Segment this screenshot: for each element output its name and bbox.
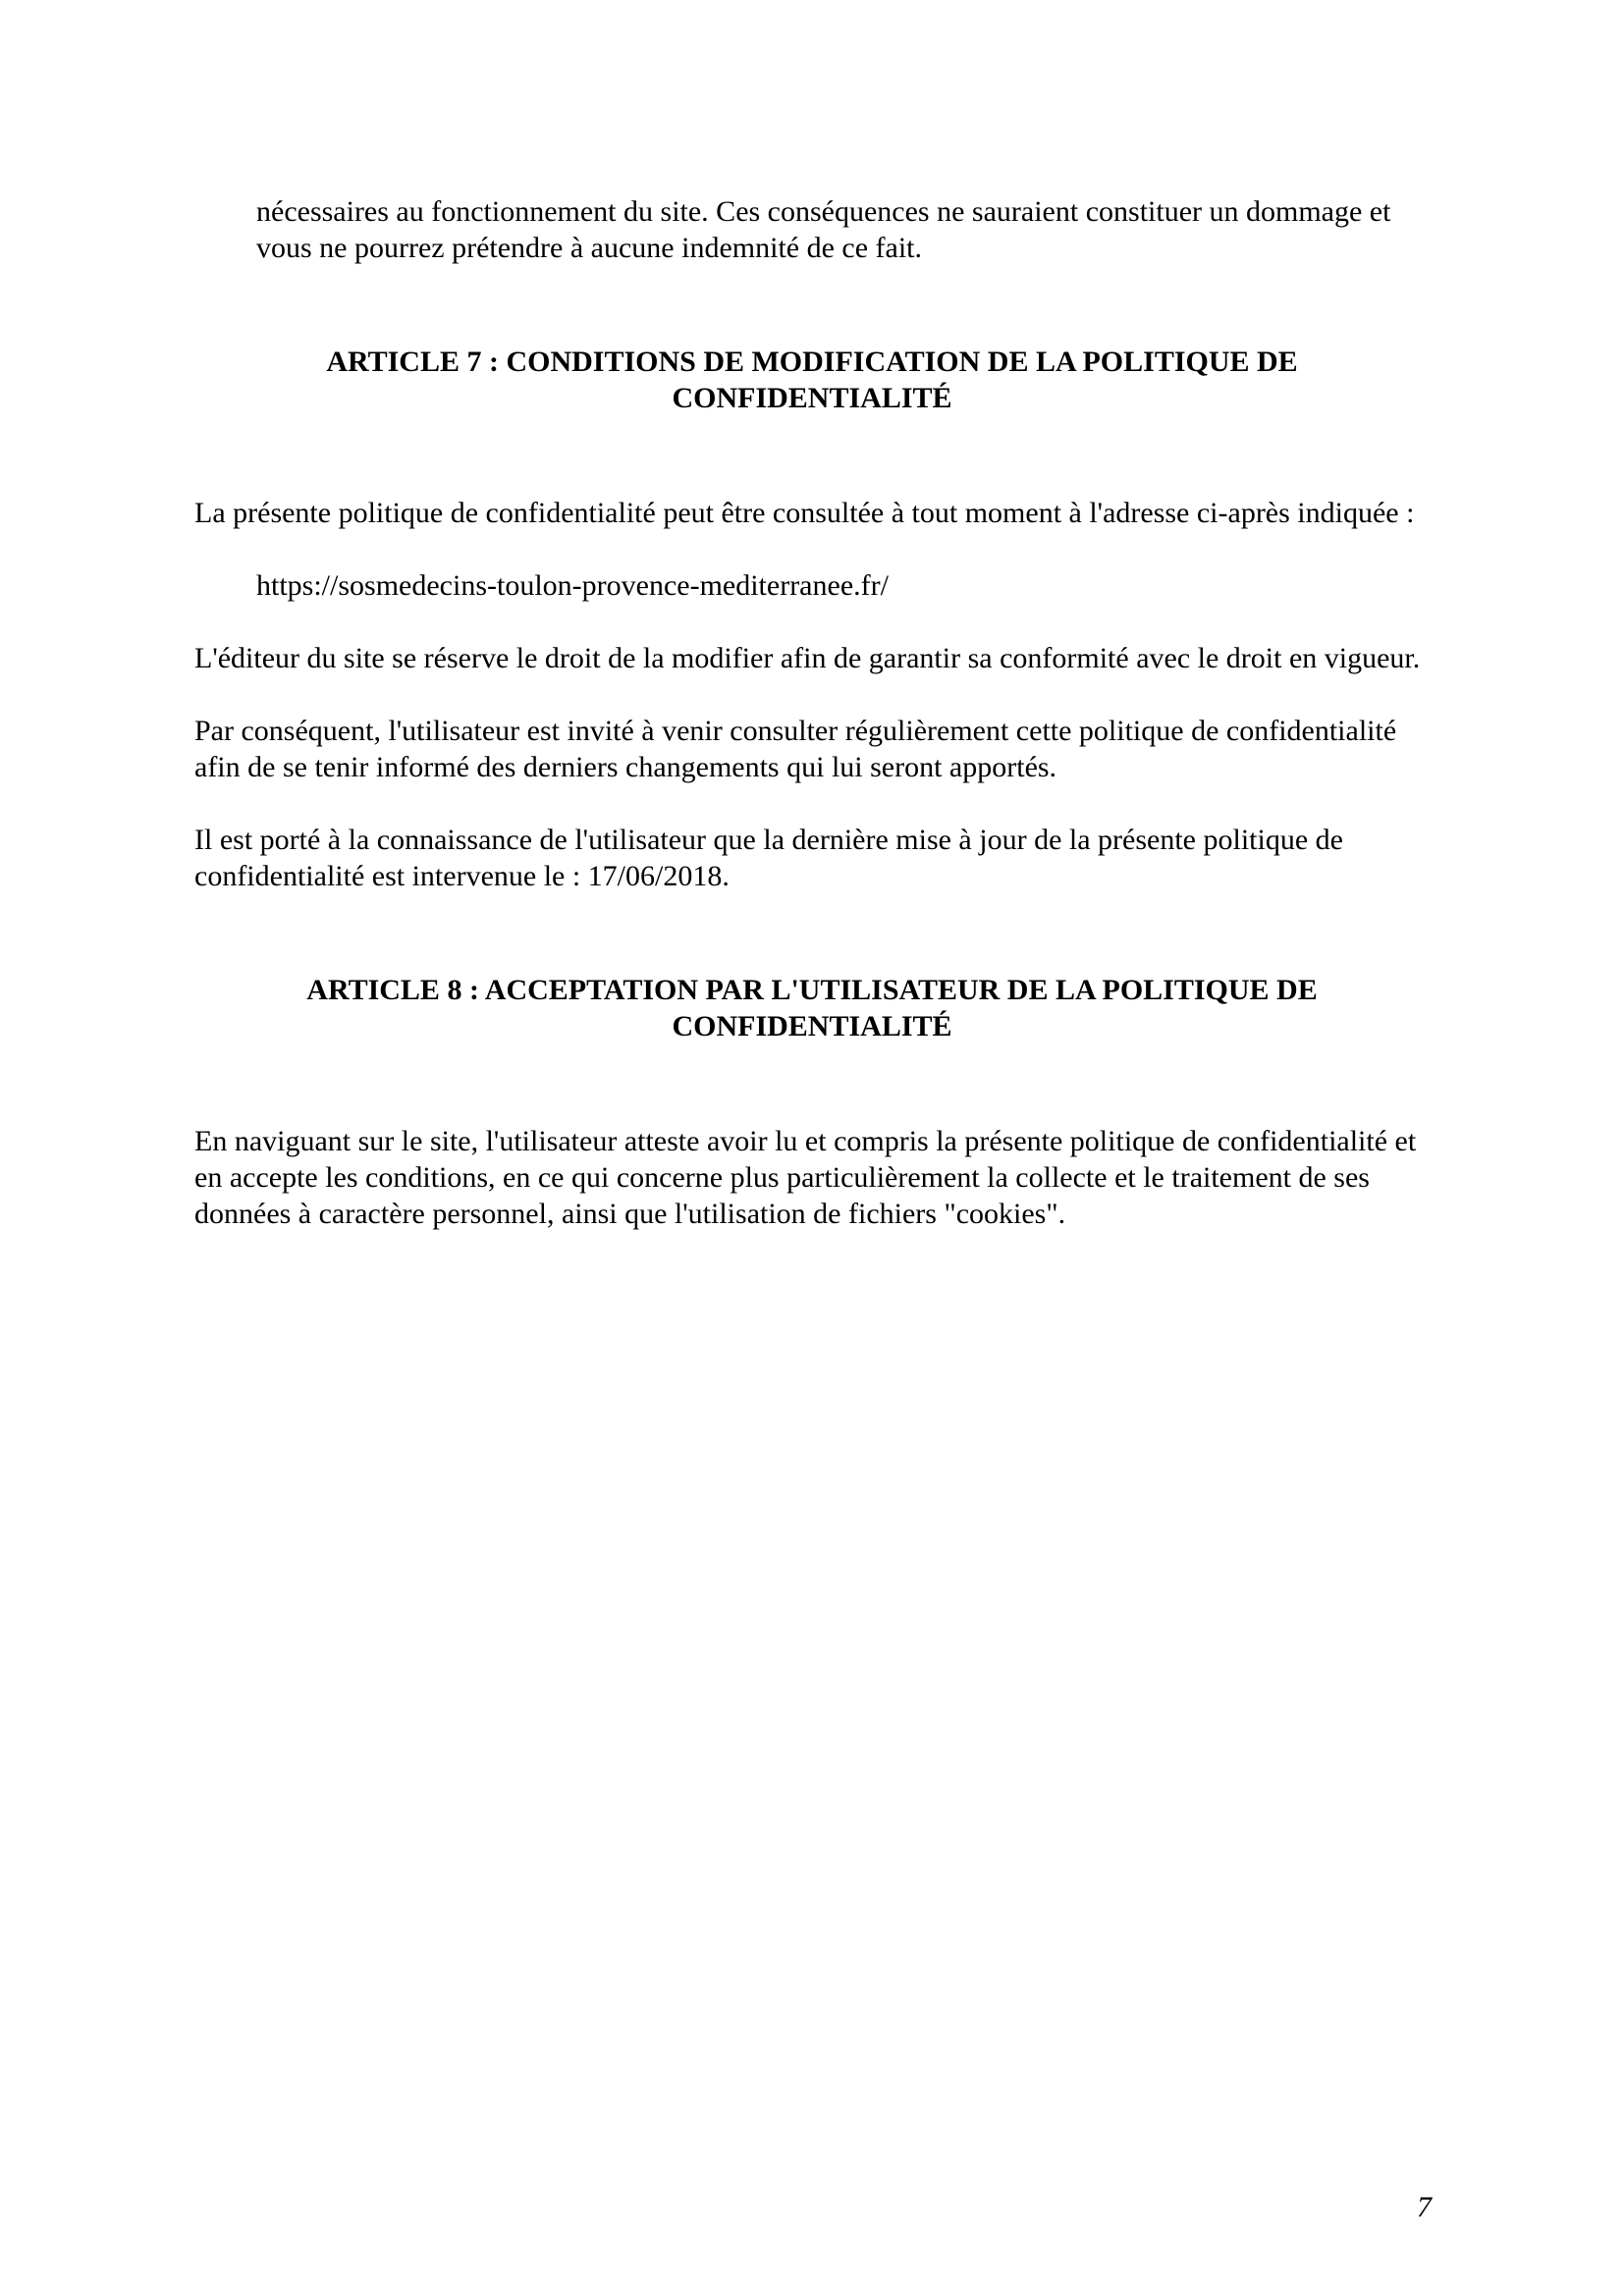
intro-continuation-paragraph: nécessaires au fonctionnement du site. Ces conséquences ne sauraient constituer un dommage et vous ne pourrez prétendre à aucune indemnité de ce fait.	[256, 195, 1391, 264]
article-8-paragraph-acceptance: En naviguant sur le site, l'utilisateur atteste avoir lu et compris la présente politique de confidentialité et en accepte les conditions, en ce qui concerne plus particulièrement la collecte et le traitement de ses données à caractère personnel, ainsi que l'utilisation de fichiers "cookies".	[194, 1125, 1417, 1230]
article-8-heading: ARTICLE 8 : ACCEPTATION PAR L'UTILISATEUR DE LA POLITIQUE DE CONFIDENTIALITÉ	[306, 974, 1318, 1042]
article-7-paragraph-editor: L'éditeur du site se réserve le droit de la modifier afin de garantir sa conformité avec le droit en vigueur.	[194, 642, 1421, 674]
article-7-heading: ARTICLE 7 : CONDITIONS DE MODIFICATION DE LA POLITIQUE DE CONFIDENTIALITÉ	[326, 346, 1298, 414]
page-number: 7	[1417, 2191, 1432, 2223]
document-body	[194, 193, 1430, 1268]
article-7-paragraph-last-update: Il est porté à la connaissance de l'utilisateur que la dernière mise à jour de la présente politique de confidentialité est intervenue le : 17/06/2018.	[194, 824, 1343, 892]
site-url-text[interactable]: https://sosmedecins-toulon-provence-mediterranee.fr/	[256, 569, 889, 602]
article-7-intro-paragraph: La présente politique de confidentialité peut être consultée à tout moment à l'adresse ci-après indiquée :	[194, 497, 1415, 529]
article-7-paragraph-consult: Par conséquent, l'utilisateur est invité à venir consulter régulièrement cette politique de confidentialité afin de se tenir informé des derniers changements qui lui seront apportés.	[194, 715, 1397, 783]
